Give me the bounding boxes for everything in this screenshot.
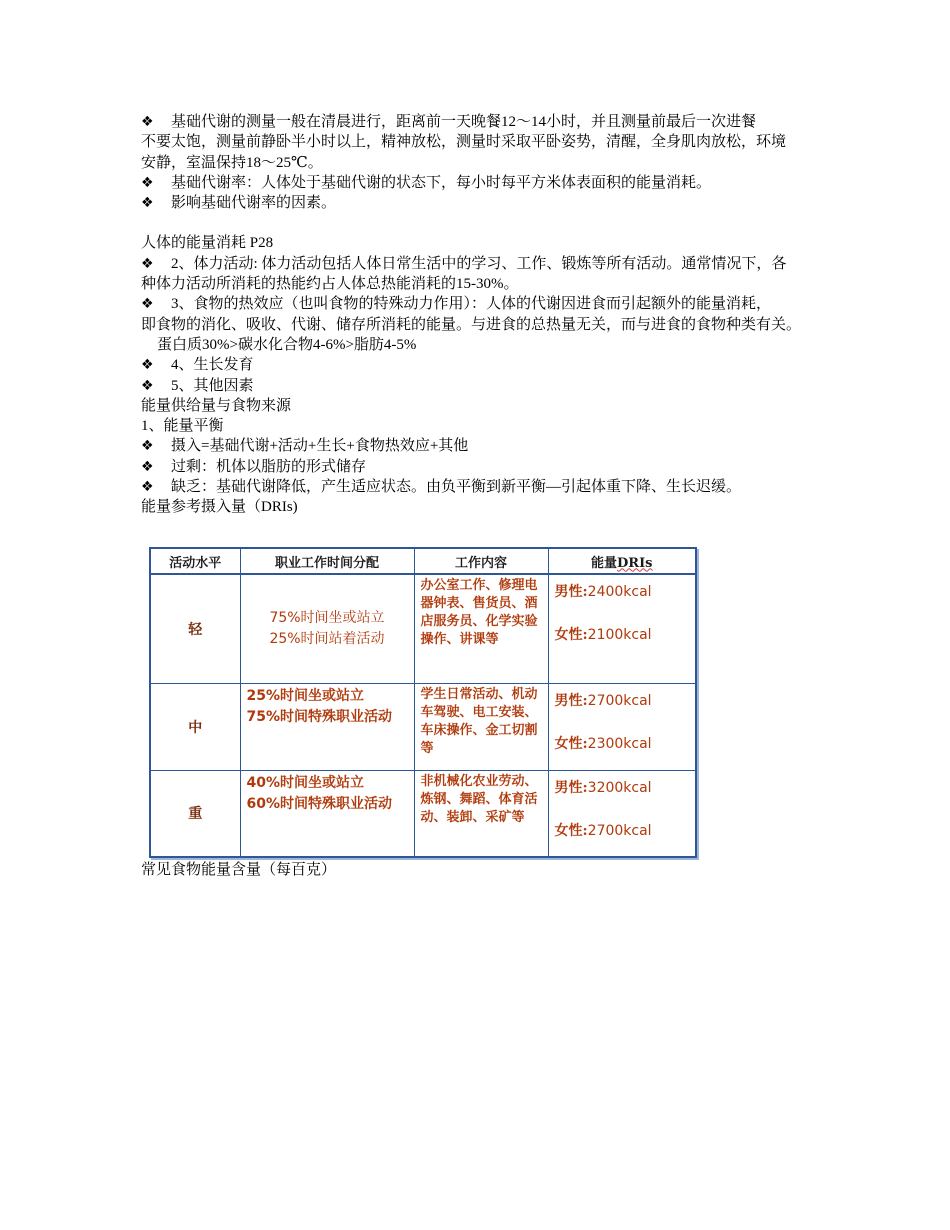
time-cell: 40%时间坐或站立 60%时间特殊职业活动	[240, 770, 414, 857]
list-item: ❖ 5、其他因素	[141, 376, 831, 396]
bullet-icon: ❖	[141, 438, 154, 455]
bullet-icon: ❖	[141, 357, 154, 374]
paragraph-text: 种体力活动所消耗的热能约占人体总热能消耗的15-30%。	[141, 276, 519, 293]
bullet-icon: ❖	[141, 479, 154, 496]
bullet-icon: ❖	[141, 255, 154, 272]
energy-cell: 男性:2400kcal 女性:2100kcal	[548, 574, 696, 683]
list-item: ❖ 3、食物的热效应（也叫食物的特殊动力作用）：人体的代谢因进食而引起额外的能量消耗，	[141, 294, 831, 314]
dri-table	[149, 547, 697, 858]
list-item: ❖ 影响基础代谢率的因素。	[141, 193, 831, 213]
bullet-icon: ❖	[141, 458, 154, 475]
section-heading: 1、能量平衡	[141, 418, 224, 435]
time-cell: 75%时间坐或站立 25%时间站着活动	[240, 574, 414, 683]
work-cell: 学生日常活动、机动车驾驶、电工安装、车床操作、金工切割等	[414, 683, 548, 770]
list-item: ❖ 4、生长发育	[141, 355, 831, 375]
energy-cell: 男性:2700kcal 女性:2300kcal	[548, 683, 696, 770]
section-heading: 常见食物能量含量（每百克）	[141, 862, 337, 878]
level-cell: 重	[150, 770, 240, 857]
section-heading: 能量参考摄入量（DRIs)	[141, 499, 298, 516]
bullet-icon: ❖	[141, 377, 154, 394]
list-item: ❖ 过剩：机体以脂肪的形式储存	[141, 457, 831, 477]
energy-cell: 男性:3200kcal 女性:2700kcal	[548, 770, 696, 857]
list-item: ❖ 摄入=基础代谢+活动+生长+食物热效应+其他	[141, 436, 831, 456]
bullet-icon: ❖	[141, 195, 154, 212]
time-cell: 25%时间坐或站立 75%时间特殊职业活动	[240, 683, 414, 770]
list-item: ❖ 基础代谢率：人体处于基础代谢的状态下，每小时每平方米体表面积的能量消耗。	[141, 173, 831, 193]
header-time: 职业工作时间分配	[240, 548, 414, 574]
list-item: ❖ 2、体力活动: 体力活动包括人体日常生活中的学习、工作、锻炼等所有活动。通常情况下，各	[141, 254, 831, 274]
list-item: ❖ 缺乏：基础代谢降低，产生适应状态。由负平衡到新平衡—引起体重下降、生长迟缓。	[141, 477, 831, 497]
section-heading: 人体的能量消耗 P28	[141, 235, 274, 252]
header-energy: 能量DRIs	[548, 548, 696, 574]
table-row	[150, 770, 696, 857]
paragraph-text: 不要太饱，测量前静卧半小时以上，精神放松，测量时采取平卧姿势，清醒，全身肌肉放松，环境	[141, 134, 787, 151]
level-cell: 中	[150, 683, 240, 770]
table-header-row	[150, 548, 696, 574]
paragraph-text: 即食物的消化、吸收、代谢、储存所消耗的能量。与进食的总热量无关，而与进食的食物种类有关。	[141, 316, 802, 333]
work-cell: 办公室工作、修理电器钟表、售货员、酒店服务员、化学实验操作、讲课等	[414, 574, 548, 683]
section-heading: 能量供给量与食物来源	[141, 397, 292, 414]
bullet-icon: ❖	[141, 296, 154, 313]
dri-table-image	[149, 547, 695, 856]
level-cell: 轻	[150, 574, 240, 683]
document-body	[141, 112, 831, 518]
paragraph-text: 安静，室温保持18～25℃。	[141, 154, 323, 171]
bullet-icon: ❖	[141, 174, 154, 191]
list-item: ❖ 基础代谢的测量一般在清晨进行，距离前一天晚餐12～14小时，并且测量前最后一次进餐	[141, 112, 831, 132]
header-level: 活动水平	[150, 548, 240, 574]
work-cell: 非机械化农业劳动、炼钢、舞蹈、体育活动、装卸、采矿等	[414, 770, 548, 857]
table-row	[150, 683, 696, 770]
header-work: 工作内容	[414, 548, 548, 574]
table-row	[150, 574, 696, 683]
bullet-icon: ❖	[141, 114, 154, 130]
paragraph-text: 蛋白质30%>碳水化合物4-6%>脂肪4-5%	[157, 336, 417, 353]
